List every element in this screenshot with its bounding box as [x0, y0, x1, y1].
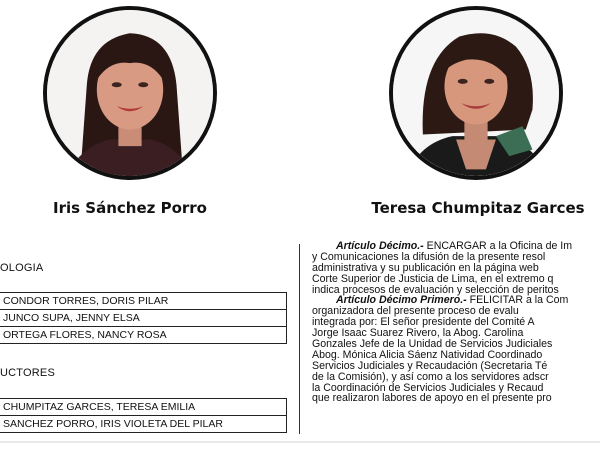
article-line: de la Comisión), y así como a los servidores adscr [312, 370, 549, 383]
person-name: Teresa Chumpitaz Garces [371, 199, 585, 217]
article-line: la Coordinación de Servicios Judiciales y Recaud [312, 381, 544, 394]
article-line: Abog. Mónica Alicia Sáenz Natividad Coordinado [312, 348, 543, 361]
column-divider [299, 244, 300, 434]
section-heading: UCTORES [0, 367, 55, 379]
page-edge [0, 441, 600, 443]
article-line: integrada por: El señor presidente del Comité A [312, 316, 535, 329]
article-title: Artículo Décimo Primero.- [336, 294, 467, 307]
portrait-2-image [393, 10, 559, 176]
person-name: Iris Sánchez Porro [53, 199, 207, 217]
article-line: que realizaron labores de apoyo en el presente pro [312, 392, 552, 405]
article-text [312, 241, 600, 404]
section-heading: OLOGIA [0, 262, 44, 274]
article-text-span: ENCARGAR a la Oficina de Im [423, 240, 573, 252]
article-line: indica procesos de evaluación y selección de peritos [312, 283, 559, 296]
article-line: organizadora del presente proceso de evalu [312, 305, 519, 318]
portrait-1-image [47, 10, 213, 176]
table-row: SANCHEZ PORRO, IRIS VIOLETA DEL PILAR [3, 418, 223, 430]
portrait-photo [389, 6, 563, 180]
table-row: JUNCO SUPA, JENNY ELSA [0, 310, 286, 327]
article-title: Artículo Décimo.- [336, 240, 424, 252]
table-row: ORTEGA FLORES, NANCY ROSA [3, 329, 167, 341]
table-row: CONDOR TORRES, DORIS PILAR [0, 293, 286, 310]
article-line: Corte Superior de Justicia de Lima, en el extremo q [312, 272, 554, 285]
article-line: Servicios Judiciales y Recaudación (Secretaria Té [312, 359, 548, 372]
article-text-span: FELICITAR a la Com [466, 294, 569, 307]
article-line: administrativa y su publicación en la página web [312, 261, 539, 274]
name-table [0, 292, 287, 344]
name-table [0, 398, 287, 433]
article-line: Gonzales Jefe de la Unidad de Servicios Judiciales [312, 338, 553, 351]
portrait-photo [43, 6, 217, 180]
article-line: y Comunicaciones la difusión de la presente resol [312, 250, 546, 263]
article-line: Jorge Isaac Suarez Rivero, la Abog. Carolina [312, 327, 524, 340]
table-row: CHUMPITAZ GARCES, TERESA EMILIA [0, 399, 286, 416]
